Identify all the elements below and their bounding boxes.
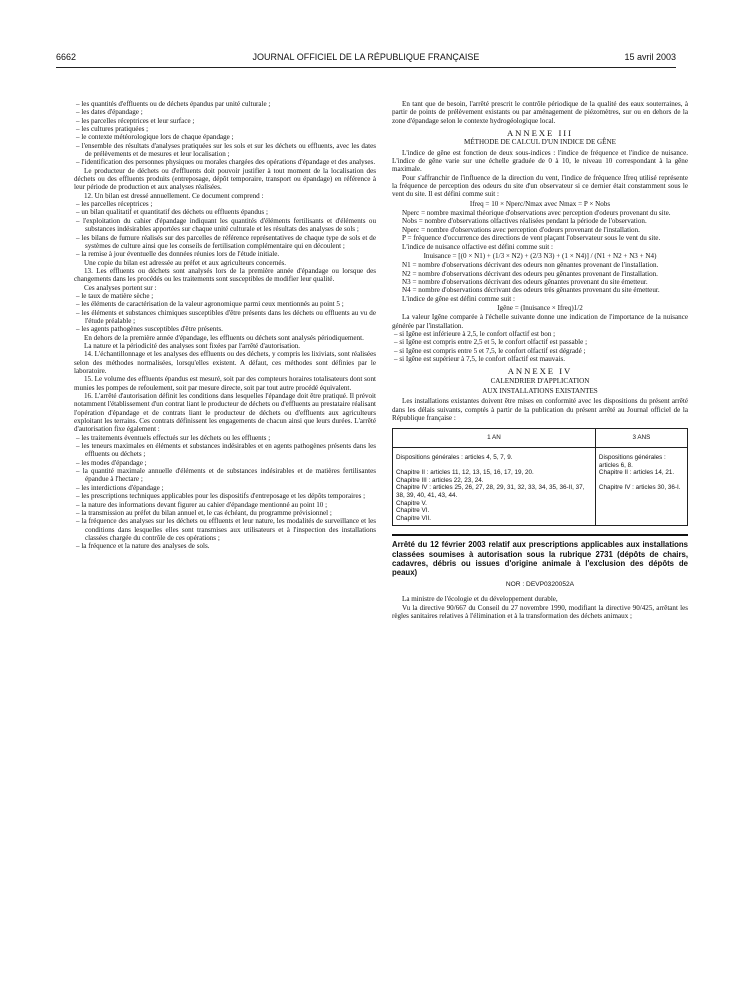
paragraph: Une copie du bilan est adressée au préfet et aux agriculteurs concernés. (84, 258, 287, 267)
left-column (74, 100, 376, 551)
formula: Inuisance = [(0 × N1) + (1/3 × N2) + (2/3 N3) + (1 × N4)] / (N1 + N2 + N3 + N4) (423, 251, 657, 260)
list-item: – si Igêne est compris entre 2,5 et 5, le confort olfactif est passable ; (394, 338, 588, 347)
table-cell (595, 500, 687, 508)
list-item: – les traitements éventuels effectués sur les déchets ou les effluents ; (76, 433, 271, 442)
issue-date: 15 avril 2003 (624, 52, 676, 62)
list-item: – la nature des informations devant figurer au cahier d'épandage mentionné au point 10 ; (76, 500, 328, 509)
table-cell: Chapitre II : articles 14, 21. (595, 469, 687, 477)
list-item: – les dates d'épandage ; (76, 108, 143, 117)
definition: Nperc = nombre maximal théorique d'observations avec perception d'odeurs provenant du site. (402, 209, 671, 218)
list-item: – la remise à jour éventuelle des données réunies lors de l'étude initiale. (76, 250, 280, 259)
paragraph: En tant que de besoin, l'arrêté prescrit le contrôle périodique de la qualité des eaux souterraines, à partir de points de prélèvement existants ou par aménagement de piézomètres, sur ou en dehors de la zone d'épandage selon le contexte hydrogéologique local. (392, 100, 688, 125)
formula: Igêne = (Inuisance × Ifreq)1/2 (497, 303, 583, 312)
list-item: – les cultures pratiquées ; (76, 125, 149, 134)
paragraph: La ministre de l'écologie et du développement durable, (402, 595, 558, 604)
paragraph: L'indice de gêne est fonction de deux sous-indices : l'indice de fréquence et l'indice de nuisance. L'indice de gêne varie sur une échelle graduée de 0 à 10, le niveau 10 correspondant à la gêne maximale. (392, 148, 688, 174)
paragraph: L'indice de nuisance olfactive est défini comme suit : (402, 242, 553, 251)
table-row (393, 469, 688, 477)
paragraph: L'indice de gêne est défini comme suit : (402, 294, 515, 303)
list-item: – si Igêne est inférieure à 2,5, le confort olfactif est bon ; (394, 329, 556, 338)
annex-heading: ANNEXE IV (507, 366, 573, 377)
list-item: – les éléments de caractérisation de la valeur agronomique parmi ceux mentionnés au point 5 ; (76, 300, 344, 309)
list-item: – la fréquence des analyses sur les déchets ou effluents et leur nature, les modalités de surveillance et les conditions dans lesquelles elles sont transmises aux utilisateurs et à l'inspection des installations classées chargée du contrôle de ces opérations ; (76, 517, 376, 542)
table-row (393, 515, 688, 526)
list-item: – le taux de matière sèche ; (76, 291, 154, 300)
calendar-table (392, 428, 688, 526)
journal-title: JOURNAL OFFICIEL DE LA RÉPUBLIQUE FRANÇAISE (252, 52, 480, 62)
list-item: – les teneurs maximales en éléments et substances indésirables et en agents pathogènes présents dans les effluents ou déchets ; (76, 442, 376, 459)
list-item: – l'exploitation du cahier d'épandage indiquant les quantités d'éléments fertilisants et d'éléments ou substances indésirables apportées sur chaque unité culturale et les résultats des analyses de sols ; (76, 216, 376, 234)
right-column (392, 100, 688, 621)
definition: N3 = nombre d'observations décrivant des odeurs gênantes provenant du site émetteur. (402, 277, 648, 286)
list-item: – les agents pathogènes susceptibles d'être présents. (76, 325, 223, 334)
paragraph: La valeur Igêne comparée à l'échelle suivante donne une indication de l'importance de la nuisance générée par l'installation. (392, 313, 688, 330)
list-item: – les modes d'épandage ; (76, 458, 147, 467)
section-divider (392, 534, 688, 536)
definition: N2 = nombre d'observations décrivant des odeurs peu gênantes provenant de l'installation. (402, 269, 658, 278)
paragraph: Les installations existantes doivent être mises en conformité avec les dispositions du présent arrêté dans les délais suivants, comptés à partir de la publication du présent arrêté au Journal officiel de la République française : (392, 397, 688, 423)
paragraph: 15. Le volume des effluents épandus est mesuré, soit par des compteurs horaires totalisateurs dont sont munies les pompes de refoulement, soit par mesure directe, soit par tout autre procédé équivalent. (74, 375, 376, 392)
list-item: – la quantité maximale annuelle d'éléments et de substances indésirables et de matières fertilisantes épandue à l'hectare ; (76, 467, 376, 484)
table-cell: Chapitre II : articles 11, 12, 13, 15, 16, 17, 19, 20. (396, 469, 534, 477)
table-cell: Dispositions générales : articles 6, 8. (595, 447, 687, 469)
annex-subheading: AUX INSTALLATIONS EXISTANTES (482, 387, 598, 395)
table-cell: Chapitre IV : articles 30, 36-I. (595, 484, 687, 499)
page-header (56, 52, 676, 66)
table-cell: Chapitre IV : articles 25, 26, 27, 28, 29, 31, 32, 33, 34, 35, 36-II, 37, 38, 39, 40, 41, 43, 44. (396, 484, 585, 499)
definition: Nperc = nombre d'observations avec perception d'odeurs provenant de l'installation. (402, 225, 640, 234)
paragraph: 14. L'échantillonnage et les analyses des effluents ou des déchets, y compris les lixiviats, sont réalisées selon des méthodes normalisées, lorsqu'elles existent. A défaut, ces méthodes sont définies par le laboratoire. (74, 350, 376, 375)
list-item: – les prescriptions techniques applicables pour les dispositifs d'entreposage et les dépôts temporaires ; (76, 492, 366, 501)
list-item: – la transmission au préfet du bilan annuel et, le cas échéant, du programme prévisionnel ; (76, 508, 332, 517)
paragraph: Le producteur de déchets ou d'effluents doit pouvoir justifier à tout moment de la localisation des déchets ou des effluents produits (entreposage, dépôt temporaire, transport ou épandage) en référence à leur période de production et aux analyses réalisées. (74, 166, 376, 192)
table-cell (595, 515, 687, 526)
page-number: 6662 (56, 52, 77, 62)
list-item: – si Igêne est supérieur à 7,5, le confort olfactif est mauvais. (394, 354, 565, 363)
list-item: – les quantités d'effluents ou de déchets épandus par unité culturale ; (76, 100, 271, 108)
decree-title: Arrêté du 12 février 2003 relatif aux prescriptions applicables aux installations classées soumises à autorisation sous la rubrique 2731 (dépôts de chairs, cadavres, débris ou issues d'origine animale à l'exclusion des dépôts de peaux) (392, 540, 688, 577)
annex-subheading: MÉTHODE DE CALCUL D'UN INDICE DE GÊNE (464, 138, 616, 147)
list-item: – les parcelles réceptrices ; (76, 200, 153, 209)
paragraph: Pour s'affranchir de l'influence de la direction du vent, l'indice de fréquence Ifreq utilisé représente la fréquence de perception des odeurs du site d'un observateur si ce dernier était constamment sous le vent du site. Il est défini comme suit : (392, 173, 688, 199)
table-header: 1 AN (393, 429, 596, 448)
header-rule (56, 67, 676, 68)
table-cell (595, 507, 687, 515)
nor-reference: NOR : DEVP0320052A (505, 581, 575, 589)
table-row (393, 500, 688, 508)
paragraph: 12. Un bilan est dressé annuellement. Ce document comprend : (84, 191, 264, 200)
list-item: – l'ensemble des résultats d'analyses pratiquées sur les sols et sur les déchets ou effluents, avec les dates de prélèvements et de mesures et leur localisation ; (76, 141, 376, 159)
paragraph: 16. L'arrêté d'autorisation définit les conditions dans lesquelles l'épandage doit être pratiqué. Il prévoit notamment l'établissement d'un contrat liant le producteur de déchets ou d'effluents au prestataire réalisant l'opération d'épandage et de contrats liant le producteur de déchets ou d'effluents aux agriculteurs exploitant les terrains. Ces contrats définissent les engagements de chacun ainsi que leurs durées. L'arrêté d'autorisation fixe également : (74, 392, 376, 434)
table-row (393, 507, 688, 515)
annex-heading: ANNEXE III (506, 128, 574, 139)
list-item: – la fréquence et la nature des analyses de sols. (76, 542, 210, 551)
definition: Nobs = nombre d'observations olfactives réalisées pendant la période de l'observation. (402, 217, 647, 226)
table-row (393, 484, 688, 499)
table-cell (595, 477, 687, 485)
definition: N1 = nombre d'observations décrivant des odeurs non gênantes provenant de l'installation. (402, 261, 659, 270)
formula: Ifreq = 10 × Nperc/Nmax avec Nmax = P × Nobs (469, 199, 611, 208)
paragraph: Ces analyses portent sur : (84, 283, 157, 292)
paragraph: En dehors de la première année d'épandage, les effluents ou déchets sont analysés périodiquement. (84, 333, 364, 342)
table-row (393, 477, 688, 485)
paragraph: Vu la directive 90/667 du Conseil du 27 novembre 1990, modifiant la directive 90/425, arrêtant les règles sanitaires relatives à l'élimination et à la transformation des déchets animaux ; (392, 603, 688, 621)
list-item: – les bilans de fumure réalisés sur des parcelles de référence représentatives de chaque type de sols et de systèmes de culture ainsi que les conseils de fertilisation complémentaire qui en découlent ; (76, 233, 376, 250)
table-cell: Chapitre III : articles 22, 23, 24. (396, 476, 484, 484)
list-item: – les éléments et substances chimiques susceptibles d'être présents dans les déchets ou effluents au vu de l'étude préalable ; (76, 308, 376, 325)
table-cell: Chapitre V. (396, 499, 427, 507)
paragraph: 13. Les effluents ou déchets sont analysés lors de la première année d'épandage ou lorsque des changements dans les procédés ou les traitements sont susceptibles de modifier leur qualité. (74, 266, 376, 284)
list-item: – un bilan qualitatif et quantitatif des déchets ou effluents épandus ; (76, 208, 268, 217)
list-item: – les parcelles réceptrices et leur surface ; (76, 116, 195, 125)
table-cell: Chapitre VII. (396, 514, 431, 522)
list-item: – l'identification des personnes physiques ou morales chargées des opérations d'épandage et des analyses. (76, 158, 376, 167)
table-header: 3 ANS (595, 429, 687, 448)
annex-subheading: CALENDRIER D'APPLICATION (490, 376, 590, 385)
list-item: – si Igêne est compris entre 5 et 7,5, le confort olfactif est dégradé ; (394, 346, 586, 355)
list-item: – les interdictions d'épandage ; (76, 483, 164, 492)
definition: N4 = nombre d'observations décrivant des odeurs très gênantes provenant du site émetteur. (402, 286, 660, 295)
list-item: – le contexte météorologique lors de chaque épandage ; (76, 133, 234, 142)
table-cell: Chapitre VI. (396, 507, 430, 515)
table-row (393, 447, 688, 469)
table-cell: Dispositions générales : articles 4, 5, 7, 9. (396, 453, 513, 461)
definition: P = fréquence d'occurrence des directions de vent plaçant l'observateur sous le vent du site. (402, 234, 661, 243)
paragraph: La nature et la périodicité des analyses sont fixées par l'arrêté d'autorisation. (84, 341, 301, 350)
